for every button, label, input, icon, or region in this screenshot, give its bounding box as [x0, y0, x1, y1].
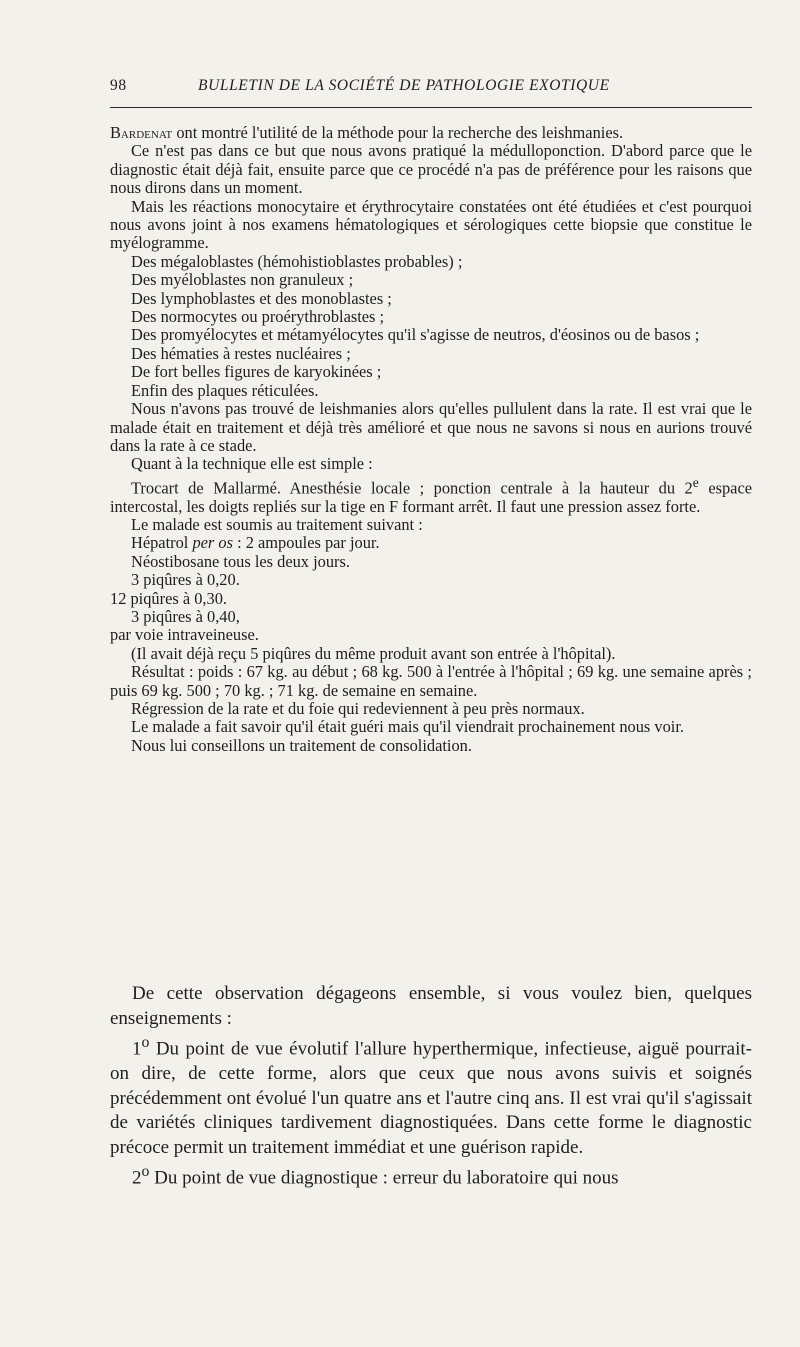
list-item: Des lymphoblastes et des monoblastes ;: [131, 288, 392, 308]
large-print-section: [110, 982, 752, 1191]
running-header: [110, 77, 750, 95]
numbered-point-2: 2$^o$ Du point de vue diagnostique : erreur du laboratoire qui nous: [132, 1163, 619, 1189]
author-name: Bardenat: [110, 123, 173, 142]
small-print-section: [110, 124, 752, 755]
list-item: De fort belles figures de karyokinées ;: [131, 362, 382, 382]
paragraph: Ce n'est pas dans ce but que nous avons pratiqué la médulloponction. D'abord parce que le diagnostic était déjà fait, ensuite parce que ce procédé n'a pas de préférence pour les raisons que nous dirons dans un moment.: [110, 141, 752, 198]
numbered-point-1: 1$^o$ Du point de vue évolutif l'allure hyperthermique, infectieuse, aiguë pourrait-on dire, de cette forme, alors que ceux que nous avons suivis et soignés précédemment ont évolué l'un quatre ans et l'autre cinq ans. Il est vrai qu'il s'agissait de variétés cliniques tardivement diagnostiquées. Dans cette forme le diagnostic précoce permit un traitement immédiat et une guérison rapide.: [110, 1034, 752, 1158]
paragraph-result: Résultat : poids : 67 kg. au début ; 68 kg. 500 à l'entrée à l'hôpital ; 69 kg. une semaine après ; puis 69 kg. 500 ; 70 kg. ; 71 kg. de semaine en semaine.: [110, 662, 752, 700]
dose-line: 3 piqûres à 0,20.: [131, 570, 240, 590]
paragraph: par voie intraveineuse.: [110, 625, 259, 645]
paragraph-hepatrol: Hépatrol per os : 2 ampoules par jour.: [131, 533, 380, 553]
paragraph: Nous n'avons pas trouvé de leishmanies alors qu'elles pullulent dans la rate. Il est vrai que le malade était en traitement et déjà très amélioré et que nous ne savons si nous en aurions trouvé dans la rate à ce stade.: [110, 399, 752, 455]
paragraph: Nous lui conseillons un traitement de consolidation.: [131, 735, 472, 755]
paragraph: Régression de la rate et du foie qui redeviennent à peu près normaux.: [131, 699, 585, 719]
paragraph: Le malade a fait savoir qu'il était guéri mais qu'il viendrait prochainement nous voir.: [131, 717, 685, 737]
paragraph: Le malade est soumis au traitement suivant :: [131, 515, 423, 534]
running-title: BULLETIN DE LA SOCIÉTÉ DE PATHOLOGIE EXOTIQUE: [198, 77, 610, 94]
header-rule: [110, 107, 752, 108]
list-item: Des mégaloblastes (hémohistioblastes probables) ;: [131, 251, 463, 271]
list-item: Des hématies à restes nucléaires ;: [131, 343, 351, 363]
paragraph-bardenat: Bardenat ont montré l'utilité de la méthode pour la recherche des leishmanies.: [110, 123, 624, 142]
paragraph: (Il avait déjà reçu 5 piqûres du même produit avant son entrée à l'hôpital).: [131, 643, 616, 663]
paragraph: Quant à la technique elle est simple :: [131, 454, 373, 474]
list-item: Enfin des plaques réticulées.: [131, 380, 319, 400]
dose-line: 3 piqûres à 0,40,: [131, 607, 240, 627]
page-number: 98: [110, 77, 127, 94]
dose-line: 12 piqûres à 0,30.: [110, 588, 227, 608]
paragraph: De cette observation dégageons ensemble, si vous voulez bien, quelques enseignements :: [110, 983, 752, 1029]
list-item: Des promyélocytes et métamyélocytes qu'il s'agisse de neutros, d'éosinos ou de basos ;: [131, 325, 700, 345]
paragraph-technique: Trocart de Mallarmé. Anesthésie locale ; ponction centrale à la hauteur du 2e espace intercostal, les doigts repliés sur la tige en F formant arrêt. Il faut une pression assez forte.: [110, 474, 752, 516]
list-item: Des normocytes ou proérythroblastes ;: [131, 307, 385, 327]
paragraph: Mais les réactions monocytaire et érythrocytaire constatées ont été étudiées et c'est pourquoi nous avons joint à nos examens hématologiques et sérologiques cette biopsie que constitue le myélogramme.: [110, 196, 752, 253]
list-item: Des myéloblastes non granuleux ;: [131, 270, 354, 290]
paragraph: Néostibosane tous les deux jours.: [131, 551, 350, 571]
